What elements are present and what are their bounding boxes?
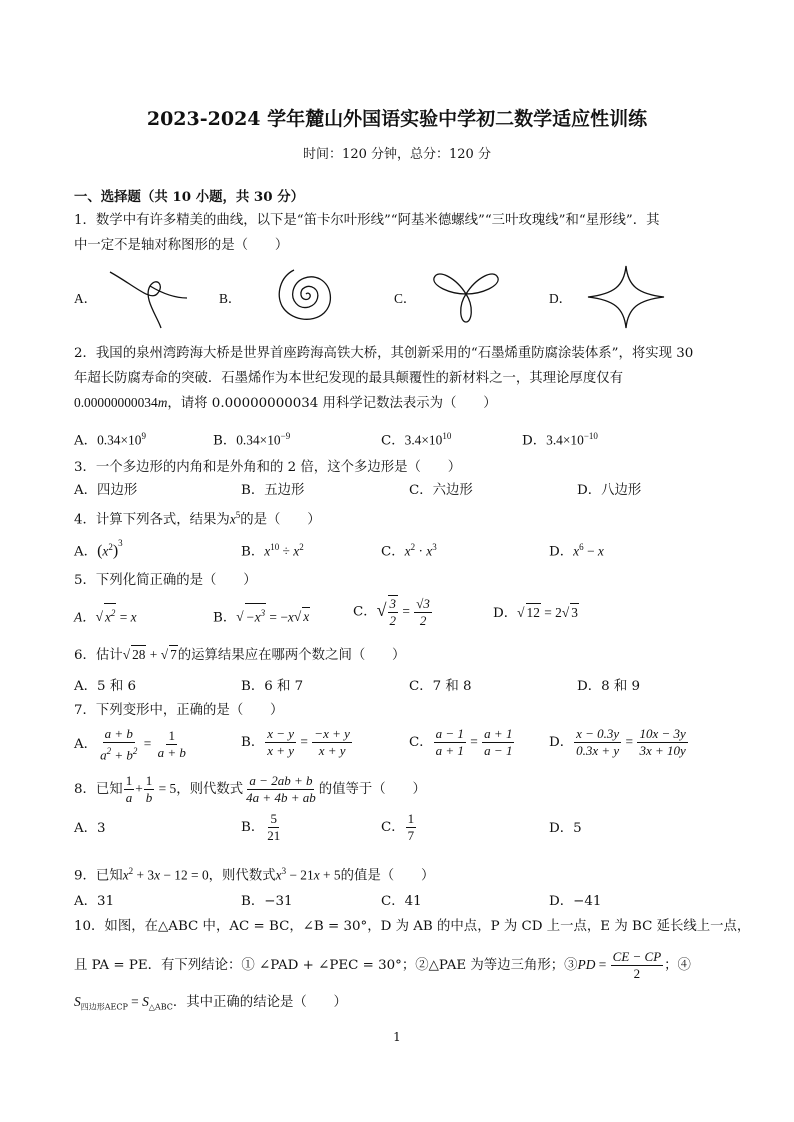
q5-text: 5．下列化简正确的是（ ） bbox=[74, 573, 257, 588]
q2-option-a: A．$0.34\times 10^9$ bbox=[74, 431, 146, 449]
q3-text: 3．一个多边形的内角和是外角和的 2 倍，这个多边形是（ ） bbox=[74, 460, 462, 475]
page-number: 1 bbox=[393, 1030, 401, 1044]
q8-option-a: A．3 bbox=[74, 821, 106, 836]
q4-option-b: B．$x^{10} \div x^2$ bbox=[241, 542, 304, 560]
q2-option-c: C．$3.4\times 10^{10}$ bbox=[381, 431, 452, 449]
q1-option-a-label: A． bbox=[74, 291, 98, 306]
q10-text-line2: 且 PA = PE．有下列结论：① ∠PAD + ∠PEC = 30°；②△PAE 为等边三角形；③PD = $\frac{CE - CP}{2}$ ；④ bbox=[74, 949, 691, 981]
q8-option-d: D．5 bbox=[549, 821, 582, 836]
q2-unit: m bbox=[157, 395, 168, 410]
q5-option-b: B．√ $-x^3 = -x√$ x bbox=[213, 603, 310, 627]
q2-text-line2: 年超长防腐寿命的突破．石墨烯作为本世纪发现的最具颠覆性的新材料之一，其理论厚度仅有 bbox=[74, 371, 624, 386]
q5-option-a: A．√ $x^2 = x$ bbox=[74, 603, 137, 627]
q5-option-c: C．√ $\frac{3}{2}$ = √ $\frac{3}{2}$ bbox=[353, 595, 433, 629]
q7-option-c: C． $\frac{a - 1}{a + 1}$ = $\frac{a + 1}{a - 1}$ bbox=[409, 726, 513, 758]
q3-option-c: C．六边形 bbox=[409, 483, 473, 498]
q2-option-b: B．$0.34\times 10^{-9}$ bbox=[213, 431, 291, 449]
q5-option-d: D．√ 12 = 2√ 3 bbox=[493, 603, 579, 623]
q10-text-line1: 10．如图，在△ABC 中，AC = BC，∠B = 30°，D 为 AB 的中点，P 为 CD 上一点，E 为 BC 延长线上一点， bbox=[74, 919, 751, 934]
q4-option-d: D．$x^6 - x$ bbox=[549, 542, 604, 560]
q9-option-d: D．−41 bbox=[549, 894, 602, 909]
q6-option-a: A．5 和 6 bbox=[74, 679, 137, 694]
q2-option-d: D．$3.4\times 10^{-10}$ bbox=[522, 431, 598, 449]
q2-text-line3 bbox=[74, 394, 497, 413]
q6-text: 6．估计√ 28 + √ 7的运算结果应在哪两个数之间（ ） bbox=[74, 645, 405, 665]
q4-option-a: A．$(x^2)^3$ bbox=[74, 538, 123, 560]
q1-text-line2: 中一定不是轴对称图形的是（ ） bbox=[74, 238, 289, 253]
q8-option-c: C． $\frac{1}{7}$ bbox=[381, 811, 415, 843]
q9-option-c: C．41 bbox=[381, 894, 422, 909]
q7-text: 7．下列变形中，正确的是（ ） bbox=[74, 703, 284, 718]
three-leaf-rose-figure bbox=[430, 264, 502, 326]
section-heading: 一、选择题（共 10 小题，共 30 分） bbox=[74, 189, 304, 205]
exam-info: 时间：120 分钟，总分：120 分 bbox=[303, 147, 491, 162]
q4-text: 4．计算下列各式，结果为$x^5$的是（ ） bbox=[74, 510, 321, 528]
q1-option-c-label: C． bbox=[394, 291, 417, 306]
q1-text-line1: 1．数学中有许多精美的曲线，以下是“笛卡尔叶形线”“阿基米德螺线”“三叶玫瑰线”和“星形线”．其 bbox=[74, 213, 660, 228]
q3-option-a: A．四边形 bbox=[74, 483, 138, 498]
q2-text-line1: 2．我国的泉州湾跨海大桥是世界首座跨海高铁大桥，其创新采用的“石墨烯重防腐涂装体系”，将实现 30 bbox=[74, 346, 694, 361]
q9-text: 9．已知$x^2 + 3x - 12 = 0$，则代数式$x^3 - 21x + 5$的值是（ ） bbox=[74, 866, 435, 884]
q1-option-b-label: B． bbox=[219, 291, 242, 306]
q7-option-a: A． $\frac{a + b}{a^2 + b^2}$ = $\frac{1}{a + b}$ bbox=[74, 726, 186, 763]
q4-option-c: C．$x^2 \cdot x^3$ bbox=[381, 542, 437, 560]
q3-option-d: D．八边形 bbox=[577, 483, 642, 498]
q6-option-c: C．7 和 8 bbox=[409, 679, 472, 694]
q6-option-b: B．6 和 7 bbox=[241, 679, 304, 694]
astroid-figure bbox=[586, 264, 666, 330]
q7-option-b: B． $\frac{x - y}{x + y}$ = $\frac{-x + y}{x + y}$ bbox=[241, 726, 350, 758]
q6-option-d: D．8 和 9 bbox=[577, 679, 641, 694]
q3-option-b: B．五边形 bbox=[241, 483, 305, 498]
q9-option-a: A．31 bbox=[74, 894, 115, 909]
q10-text-line3: $S_{四边形AECP} = S_{\triangle ABC}$．其中正确的结论是（ ） bbox=[74, 994, 347, 1012]
q8-option-b: B． $\frac{5}{21}$ bbox=[241, 811, 281, 843]
descartes-folium-figure bbox=[105, 266, 190, 332]
page-title: 2023-2024 学年麓山外国语实验中学初二数学适应性训练 bbox=[146, 108, 648, 130]
archimedean-spiral-figure bbox=[272, 262, 342, 326]
q8-text: 8．已知 $\frac{1}{a}$ + $\frac{1}{b}$ = 5，则代数式 $\frac{a - 2ab + b}{4a + 4b + ab}$ 的值等于（ ） bbox=[74, 773, 426, 805]
q7-option-d: D． $\frac{x - 0.3y}{0.3x + y}$ = $\frac{10x - 3y}{3x + 10y}$ bbox=[549, 726, 686, 758]
q9-option-b: B．−31 bbox=[241, 894, 293, 909]
q2-question: ，请将 0.00000000034 用科学记数法表示为（ ） bbox=[167, 396, 497, 411]
q1-option-d-label: D． bbox=[549, 291, 573, 306]
q2-number: 0.00000000034 bbox=[74, 395, 158, 410]
